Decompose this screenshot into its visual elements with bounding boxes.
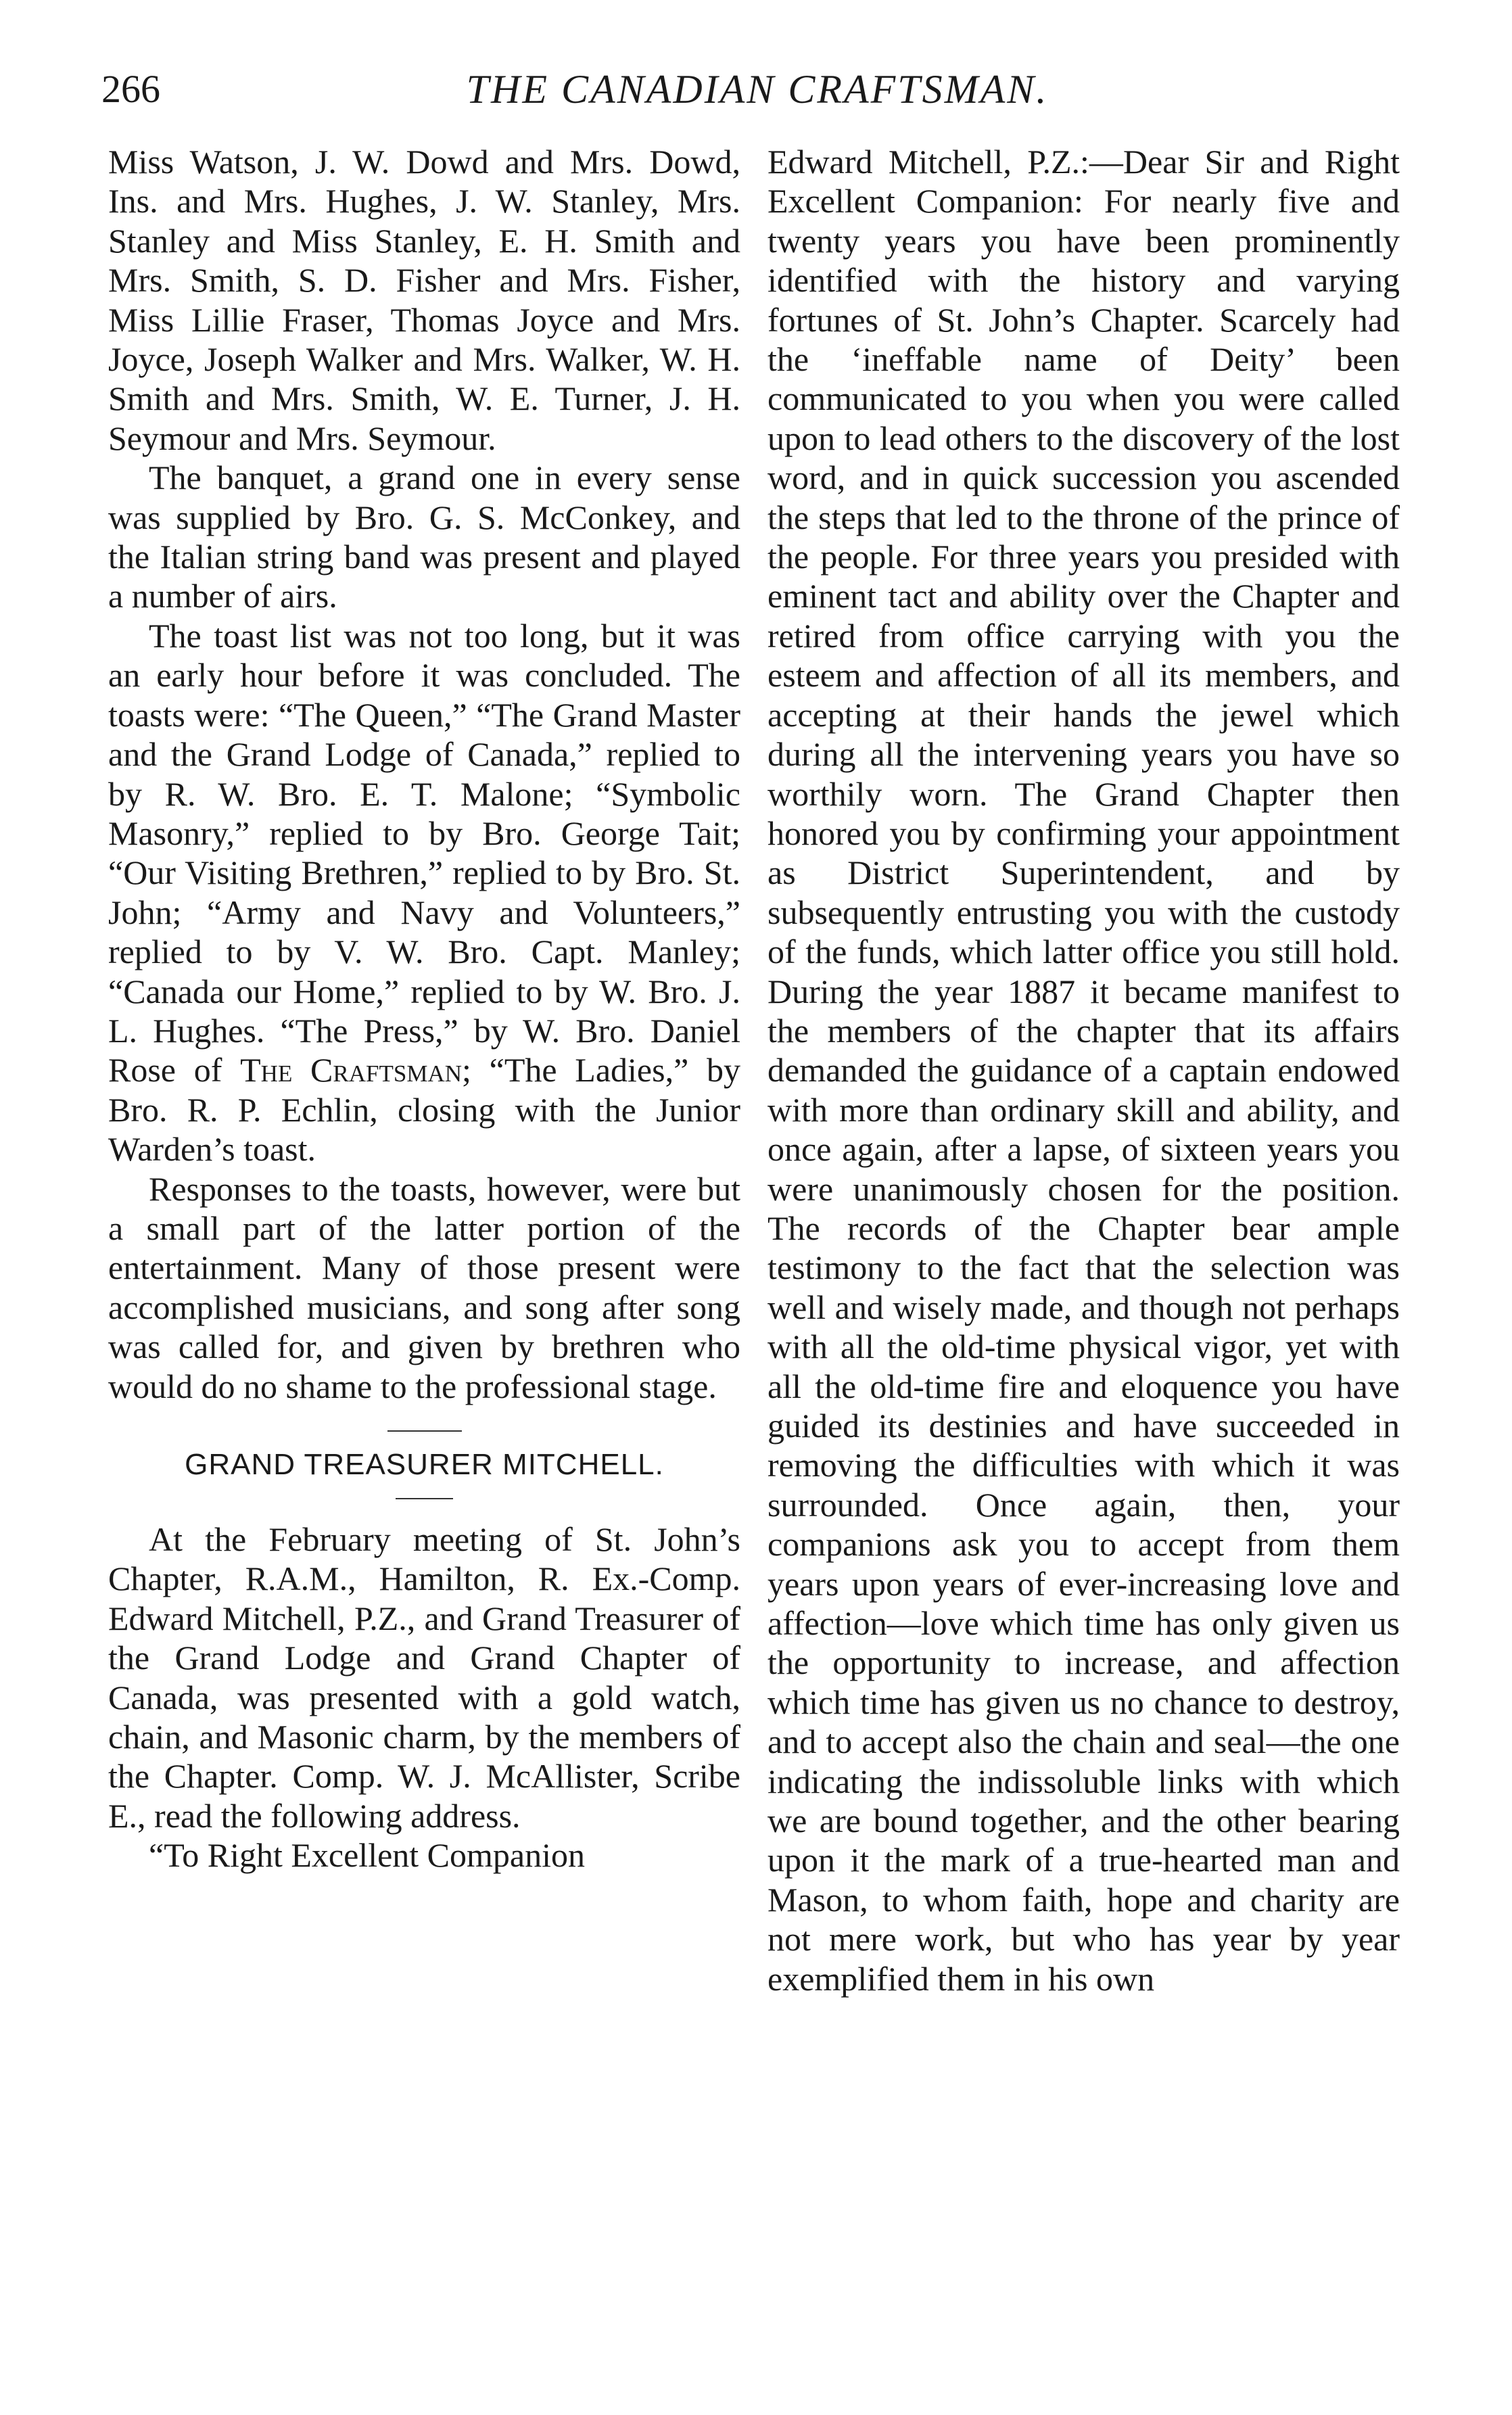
presentation-paragraph: At the February meeting of St. John’s Chapter, R.A.M., Hamilton, R. Ex.-Comp. Edward Mitchell, P.Z., and Grand Treasurer of the Grand Lodge and Grand Chapter of Canada, was presented with a gold watch, chain, and Masonic charm, by the members of the Chapter. Comp. W. J. McAllister, Scribe E., read the following address.	[108, 1520, 740, 1835]
craftsman-name: The Craftsman	[240, 1051, 463, 1089]
address-opening: “To Right Excellent Companion	[149, 1836, 585, 1875]
left-column	[108, 142, 740, 1875]
running-title: THE CANADIAN CRAFTSMAN.	[466, 67, 1049, 112]
guest-list-paragraph: Miss Watson, J. W. Dowd and Mrs. Dowd, Ins. and Mrs. Hughes, J. W. Stanley, Mrs. Stanley and Miss Stanley, E. H. Smith and Mrs. Smith, S. D. Fisher and Mrs. Fisher, Miss Lillie Fraser, Thomas Joyce and Mrs. Joyce, Joseph Walker and Mrs. Walker, W. H. Smith and Mrs. Smith, W. E. Turner, J. H. Seymour and Mrs. Seymour.	[108, 143, 740, 457]
banquet-paragraph: The banquet, a grand one in every sense was supplied by Bro. G. S. McConkey, and the Italian string band was present and played a number of airs.	[108, 459, 740, 615]
right-column	[767, 142, 1400, 1998]
section-rule-top	[387, 1430, 462, 1432]
toasts-text: The toast list was not too long, but it was an early hour before it was concluded. The toasts were: “The Queen,” “The Grand Master and the Grand Lodge of Canada,” replied to by R. W. Bro. E. T. Malone; “Symbolic Masonry,” replied to by Bro. George Tait; “Our Visiting Brethren,” replied to by Bro. St. John; “Army and Navy and Volunteers,” replied to by V. W. Bro. Capt. Manley; “Canada our Home,” replied to by W. Bro. J. L. Hughes. “The Press,” by W. Bro. Daniel Rose of	[108, 616, 740, 1089]
toasts-paragraph	[108, 616, 740, 1169]
address-paragraph: Edward Mitchell, P.Z.:—Dear Sir and Right Excellent Companion: For nearly five and twenty years you have been prominently identified with the history and varying fortunes of St. John’s Chapter. Scarcely had the ‘ineffable name of Deity’ been communicated to you when you were called upon to lead others to the discovery of the lost word, and in quick succession you ascended the steps that led to the throne of the prince of the people. For three years you presided with eminent tact and ability over the Chapter and retired from office carrying with you the esteem and affection of all its members, and accepting at their hands the jewel which during all the intervening years you have so worthily worn. The Grand Chapter then honored you by confirming your appointment as District Superintendent, and by subsequently entrusting you with the custody of the funds, which latter office you still hold. During the year 1887 it became manifest to the members of the chapter that its affairs demanded the guidance of a captain endowed with more than ordinary skill and ability, and once again, after a lapse, of sixteen years you were unanimously chosen for the position. The records of the Chapter bear ample testimony to the fact that the selection was well and wisely made, and though not perhaps with all the old-time physical vigor, yet with all the old-time fire and eloquence you have guided its destinies and have succeeded in removing the difficulties with which it was surrounded. Once again, then, your companions ask you to accept from them years upon years of ever-increasing love and affection—love which time has only given us the opportunity to increase, and affection which time has given us no chance to destroy, and to accept also the chain and seal—the one indicating the indissoluble links with which we are bound together, and the other bearing upon it the mark of a true-hearted man and Mason, to whom faith, hope and charity are not mere work, but who has year by year exemplified them in his own	[767, 143, 1400, 1998]
page-number: 266	[101, 67, 160, 111]
responses-paragraph: Responses to the toasts, however, were but a small part of the latter portion of the entertainment. Many of those present were accomplished musicians, and song after song was called for, and given by brethren who would do no shame to the professional stage.	[108, 1169, 740, 1405]
page-header	[101, 62, 1413, 123]
section-rule-bottom	[396, 1498, 453, 1499]
section-heading: GRAND TREASURER MITCHELL.	[185, 1448, 664, 1481]
toasts-text-end: ; “The Ladies,” by Bro. R. P. Echlin, closing with the Junior Warden’s toast.	[108, 1051, 740, 1169]
